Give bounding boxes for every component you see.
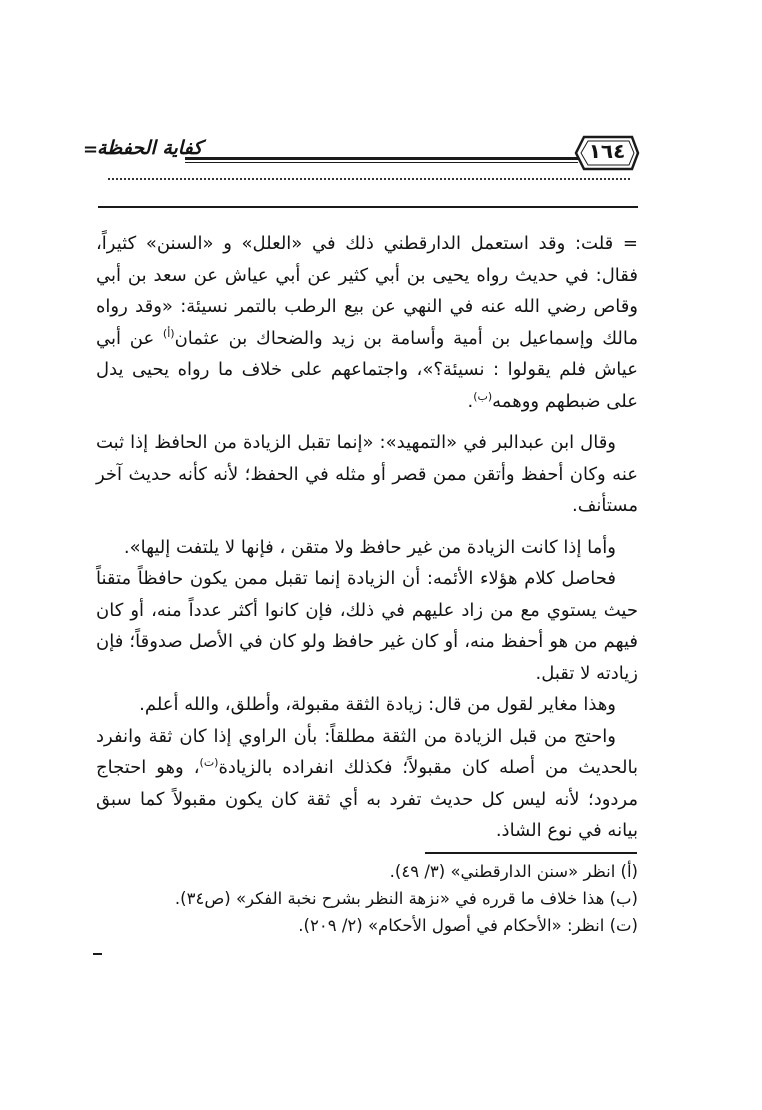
p1-line-5: يقولوا : نسيئة؟»، واجتماعهم على خلاف ما رواه يحيى يدل على ضبطهم [96, 359, 638, 412]
footnote-a: (أ) انظر «سنن الدارقطني» (٣/ ٤٩). [389, 862, 638, 881]
p1-period: . [467, 390, 474, 412]
header-bottom-rule [98, 206, 638, 208]
p1-line-4b: عن أبي عياش فلم [96, 327, 638, 380]
footnote-rule [425, 852, 637, 854]
dotted-separator [108, 178, 630, 180]
page-header [83, 125, 640, 175]
p6-text-b: ، وهو احتجاج مردود؛ لأنه ليس كل حديث تفرد به أي ثقة كان يكون مقبولاً كما سبق بيانه في نوع الشاذ. [96, 757, 638, 841]
page-number: ١٦٤ [588, 139, 626, 163]
header-rule [185, 157, 578, 160]
paragraph-1 [96, 228, 638, 417]
p6-text-a: واحتج من قبل الزيادة من الثقة مطلقاً: بأن الراوي إذا كان ثقة وانفرد بالحديث من أصله كان مقبولاً؛ فكذلك انفراده بالزيادة [96, 725, 638, 778]
paragraph-4: فحاصل كلام هؤلاء الأئمه: أن الزيادة إنما تقبل ممن يكون حافظاً متقناً حيث يستوي مع من زاد عليهم في ذلك، فإن كانوا أكثر عدداً منه، أو كان فيهم من هو أحفظ منه، أو كان غير حافظ ولو كان في الأصل صدوقاً؛ فإن زيادته لا تقبل. [96, 568, 638, 684]
paragraph-2: وقال ابن عبدالبر في «التمهيد»: «إنما تقبل الزيادة من الحافظ إذا ثبت عنه وكان أحفظ وأتقن ممن قصر أو مثله في الحفظ؛ لأنه كأنه حديث آخر مستأنف. [96, 432, 638, 516]
p1-line-1: = قلت: وقد استعمل الدارقطني ذلك في «العلل» و «السنن» كثيراً، [96, 233, 638, 254]
header-rule-thin [185, 162, 578, 163]
paragraph-5: وهذا مغاير لقول من قال: زيادة الثقة مقبولة، وأطلق، والله أعلم. [139, 694, 616, 715]
p1-line-4: وإسماعيل بن أمية وأسامة بن زيد والضحاك بن عثمان [174, 327, 594, 349]
page-number-badge [574, 133, 640, 173]
footnote-ref-b: (ب) [473, 389, 493, 403]
footnote-ref-a: (أ) [162, 326, 175, 340]
paragraph-3: وأما إذا كانت الزيادة من غير حافظ ولا متقن ، فإنها لا يلتفت إليها». [123, 536, 616, 558]
title-dash: = [83, 139, 99, 160]
p1-line-2: فقال: في حديث رواه يحيى بن أبي كثير عن أبي عياش عن سعد بن أبي [96, 264, 638, 286]
p1-line-6: ووهمه [492, 390, 540, 412]
main-text [96, 228, 638, 847]
book-title: كفاية الحفظة [97, 137, 203, 159]
footnote-ref-t: (ت) [199, 756, 219, 769]
footnote-b: (ب) هذا خلاف ما قرره في «نزهة النظر بشرح نخبة الفكر» (ص٣٤). [174, 889, 638, 908]
footnotes [96, 858, 638, 939]
footnote-t: (ت) انظر: «الأحكام في أصول الأحكام» (٢/ ٢٠٩). [298, 916, 638, 935]
paragraph-6 [96, 721, 638, 847]
bottom-mark [93, 953, 102, 955]
p1-line-3: وقاص رضي الله عنه في النهي عن بيع الرطب بالتمر نسيئة: «وقد رواه مالك [96, 296, 638, 349]
